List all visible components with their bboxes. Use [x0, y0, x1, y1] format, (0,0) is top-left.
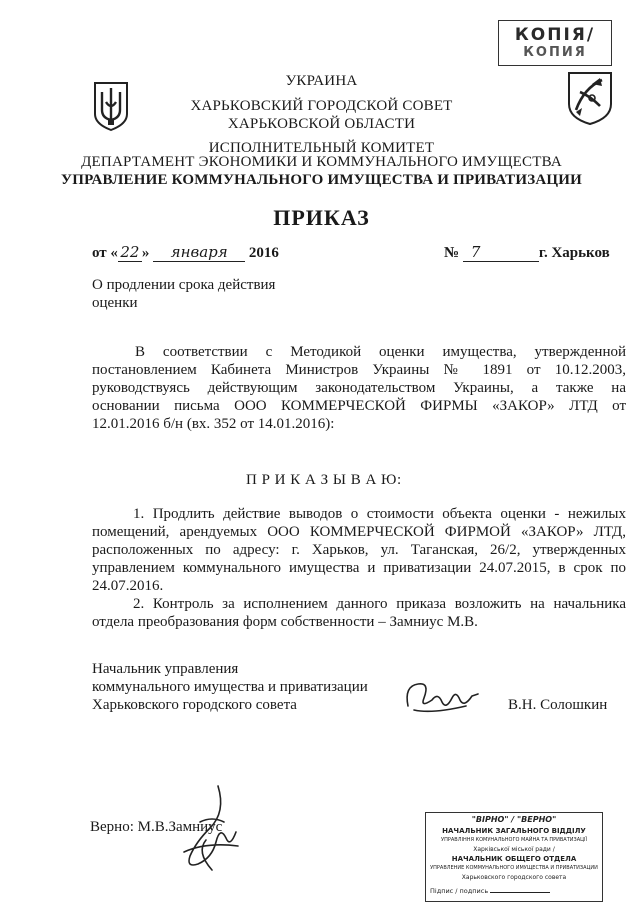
- document-title: ПРИКАЗ: [273, 205, 370, 230]
- date-prefix: от «: [92, 245, 118, 261]
- preamble-line-2: постановлением Кабинета Министров Украины № 1891 от 10.12.2003,: [92, 362, 626, 378]
- preamble-line-3: руководствуясь действующим законодательством Украины, а также на: [92, 380, 626, 396]
- stamp-verno-line-1: НАЧАЛЬНИК ЗАГАЛЬНОГО ВІДДІЛУ: [442, 827, 586, 835]
- header-region: ХАРЬКОВСКОЙ ОБЛАСТИ: [227, 116, 416, 132]
- preamble-line-5: 12.01.2016 б/н (вх. 352 от 14.01.2016):: [92, 416, 335, 432]
- stamp-verno-line-3: Харківської міської ради /: [473, 846, 555, 853]
- document-date: [92, 243, 279, 262]
- subject-line-1: О продлении срока действия: [92, 277, 276, 293]
- item-1-line-4: управлением коммунального имущества и приватизации 24.07.2015, в срок по: [92, 560, 626, 576]
- header-committee: ИСПОЛНИТЕЛЬНЫЙ КОМИТЕТ: [208, 140, 435, 156]
- header-directorate: УПРАВЛЕНИЕ КОММУНАЛЬНОГО ИМУЩЕСТВА И ПРИВАТИЗАЦИИ: [61, 172, 582, 188]
- director-signature: [402, 676, 482, 718]
- header-council: ХАРЬКОВСКИЙ ГОРОДСКОЙ СОВЕТ: [190, 98, 453, 114]
- subject-line-2: оценки: [92, 295, 138, 311]
- verified-line: Верно: М.В.Замниус: [90, 819, 223, 835]
- item-1-line-3: расположенных по адресу: г. Харьков, ул. Таганская, 26/2, утвержденных: [92, 542, 626, 558]
- date-mid: »: [141, 245, 150, 261]
- header-country: УКРАИНА: [285, 73, 358, 89]
- stamp-verno-line-5: УПРАВЛЕНИЕ КОММУНАЛЬНОГО ИМУЩЕСТВА И ПРИВАТИЗАЦИИ: [430, 865, 598, 871]
- order-word: П Р И К А З Ы В А Ю:: [246, 472, 402, 488]
- document-number: [444, 243, 610, 262]
- stamp-signature-line: [490, 892, 550, 893]
- signatory-line-2: коммунального имущества и приватизации: [92, 679, 368, 695]
- copy-stamp-line-2: КОПИЯ: [523, 45, 587, 60]
- item-2-line-1: 2. Контроль за исполнением данного приказа возложить на начальника: [133, 596, 626, 612]
- signatory-line-3: Харьковского городского совета: [92, 697, 297, 713]
- signatory-name: В.Н. Солошкин: [508, 697, 608, 713]
- preamble-line-1: В соответствии с Методикой оценки имущества, утвержденной: [135, 344, 626, 360]
- stamp-verno-line-4: НАЧАЛЬНИК ОБЩЕГО ОТДЕЛА: [451, 855, 577, 863]
- verifier-signature: [176, 782, 246, 878]
- item-2-line-2: отдела преобразования форм собственности – Замниус М.В.: [92, 614, 478, 630]
- city: г. Харьков: [538, 245, 610, 261]
- stamp-verno-line-2: УПРАВЛІННЯ КОМУНАЛЬНОГО МАЙНА ТА ПРИВАТИЗАЦІЇ: [441, 837, 587, 843]
- item-1-line-5: 24.07.2016.: [92, 578, 164, 594]
- header-department: ДЕПАРТАМЕНТ ЭКОНОМИКИ И КОММУНАЛЬНОГО ИМУЩЕСТВА: [81, 154, 562, 170]
- date-day: 22: [118, 243, 142, 262]
- date-year: 2016: [248, 245, 279, 261]
- copy-stamp-line-1: КОПІЯ/: [514, 25, 596, 45]
- stamp-signature-label-text: Підпис / подпись: [430, 887, 489, 895]
- stamp-verno-line-6: Харьковского городского совета: [461, 874, 567, 881]
- item-1-line-1: 1. Продлить действие выводов о стоимости объекта оценки - нежилых: [133, 506, 626, 522]
- stamp-verno-title: "ВІРНО" / "ВЕРНО": [471, 815, 557, 824]
- date-month: января: [153, 243, 245, 262]
- number-value: 7: [463, 243, 539, 262]
- signatory-line-1: Начальник управления: [92, 661, 239, 677]
- item-1-line-2: помещений, арендуемых ООО КОММЕРЧЕСКОЙ ФИРМОЙ «ЗАКОР» ЛТД,: [92, 524, 626, 540]
- verification-stamp: [425, 812, 603, 902]
- stamp-signature-label: [430, 887, 600, 895]
- preamble-line-4: основании письма ООО КОММЕРЧЕСКОЙ ФИРМЫ «ЗАКОР» ЛТД от: [92, 398, 626, 414]
- number-prefix: №: [444, 245, 460, 261]
- copy-stamp: [498, 20, 612, 66]
